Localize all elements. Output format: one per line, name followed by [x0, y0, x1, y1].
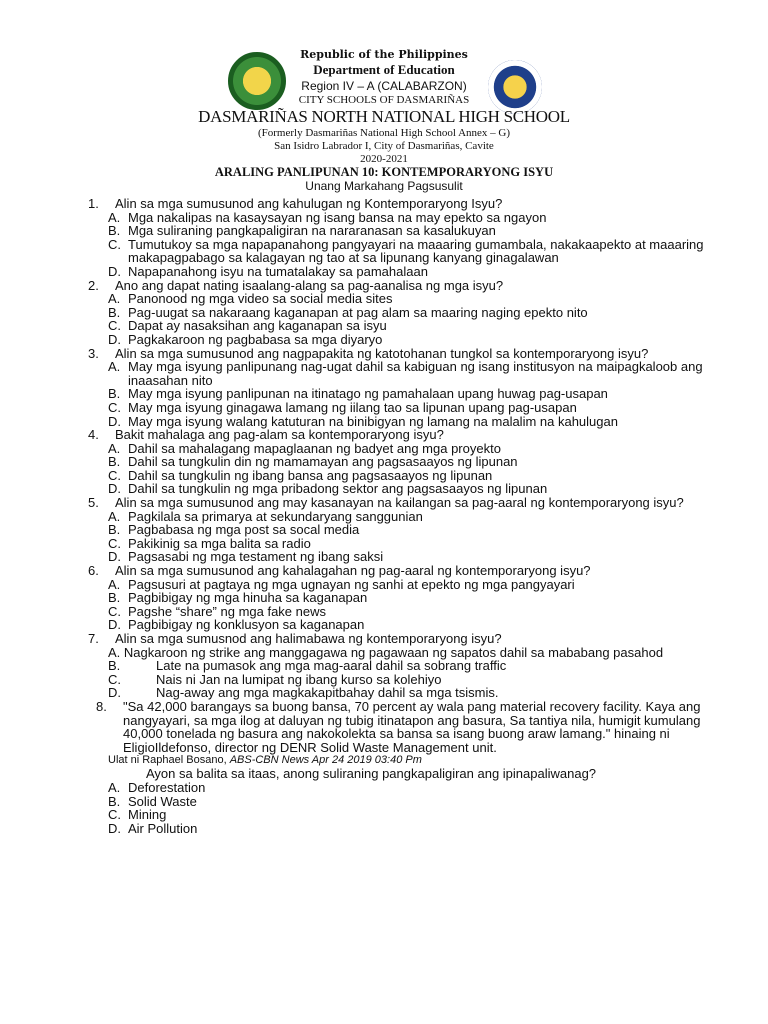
- option-text: Tumutukoy sa mga napapanahong pangyayari na maaaring gumambala, nakakaapekto at maaaring makapagpabago sa kalagayan ng tao at sa lipunang kanyang ginagalawan: [128, 236, 704, 266]
- question-text: Ano ang dapat nating isaalang-alang sa pag-aanalisa ng mga isyu?: [115, 277, 504, 293]
- answer-option: [108, 808, 708, 822]
- credit-reporter: Ulat ni Raphael Bosano,: [108, 754, 230, 767]
- option-text: Nais ni Jan na lumipat ng ibang kurso sa kolehiyo: [156, 671, 442, 687]
- question-text: Bakit mahalaga ang pag-alam sa kontemporaryong isyu?: [115, 427, 444, 443]
- option-text: Pagshe “share” ng mga fake news: [128, 603, 326, 619]
- question-number: 1.: [88, 196, 99, 211]
- option-letter: D.: [108, 617, 121, 633]
- department-line: Department of Education: [313, 62, 455, 77]
- option-text: Deforestation: [128, 779, 206, 795]
- option-letter: D.: [108, 263, 121, 279]
- answer-option: [108, 659, 708, 673]
- question-4: [88, 428, 708, 496]
- question-number: 4.: [88, 427, 99, 443]
- option-letter: B.: [108, 454, 121, 470]
- option-letter: A.: [108, 359, 121, 375]
- option-letter: A.: [108, 508, 121, 524]
- option-text: Pagbibigay ng mga hinuha sa kaganapan: [128, 590, 368, 606]
- answer-option: [108, 211, 708, 225]
- exam-subtitle: Unang Markahang Pagsusulit: [305, 179, 463, 193]
- letterhead: [0, 48, 768, 166]
- option-letter: A.: [108, 779, 121, 795]
- question-5: [88, 496, 708, 564]
- option-letter: C.: [108, 671, 121, 687]
- question-number: 5.: [88, 495, 99, 511]
- question-2: [88, 279, 708, 347]
- address-line: San Isidro Labrador I, City of Dasmariñas, Cavite: [274, 140, 494, 152]
- answer-option: [108, 578, 708, 592]
- answer-option: [108, 482, 708, 496]
- credit-source: ABS-CBN News Apr 24 2019 03:40 Pm: [229, 754, 422, 767]
- option-letter: D.: [108, 413, 121, 429]
- option-text: Mga nakalipas na kasaysayan ng isang bansa na may epekto sa ngayon: [128, 209, 547, 225]
- answer-option: [108, 224, 708, 238]
- option-text: May mga isyung panlipunan na itinatago ng pamahalaan upang huwag pag-usapan: [128, 386, 608, 402]
- answer-option: [108, 360, 708, 387]
- question-text: Alin sa mga sumusunod ang may kasanayan na kailangan sa pag-aaral ng kontemporaryong isyu?: [115, 495, 684, 511]
- question-1: [88, 197, 708, 279]
- school-year: 2020-2021: [360, 153, 408, 165]
- option-letter: B.: [108, 793, 121, 809]
- option-text: Late na pumasok ang mga mag-aaral dahil sa sobrang traffic: [156, 658, 507, 674]
- option-letter: A.: [108, 291, 121, 307]
- question-text: Alin sa mga sumusunod ang kahalagahan ng pag-aaral ng kontemporaryong isyu?: [115, 563, 591, 579]
- option-text: May mga isyung walang katuturan na binibigyan ng lamang na malalim na kahulugan: [128, 413, 618, 429]
- answer-option: [108, 265, 708, 279]
- answer-option: [108, 822, 708, 836]
- option-letter: D.: [108, 685, 121, 701]
- question-3: [88, 347, 708, 429]
- option-letter: C.: [108, 603, 121, 619]
- answer-option: [108, 415, 708, 429]
- question-text: Alin sa mga sumusunod ang kahulugan ng Kontemporaryong Isyu?: [115, 196, 503, 211]
- exam-title-block: [0, 165, 768, 193]
- option-letter: C.: [108, 467, 121, 483]
- option-text: Nag-away ang mga magkakapitbahay dahil sa mga tsismis.: [156, 685, 499, 701]
- question-6: [88, 564, 708, 632]
- option-letter: D.: [108, 820, 121, 836]
- answer-option: [108, 306, 708, 320]
- option-letter: B.: [108, 304, 121, 320]
- option-letter: B.: [108, 590, 121, 606]
- option-text: Dapat ay nasaksihan ang kaganapan sa isyu: [128, 318, 387, 334]
- answer-option: [108, 523, 708, 537]
- option-letter: A.: [108, 209, 121, 225]
- option-letter: C.: [108, 318, 121, 334]
- option-text: Mga suliraning pangkapaligiran na nararanasan sa kasalukuyan: [128, 223, 496, 239]
- question-number: 7.: [88, 631, 99, 646]
- question-8: [96, 700, 708, 754]
- city-schools-line: CITY SCHOOLS OF DASMARIÑAS: [298, 94, 470, 106]
- option-text: May mga isyung panlipunang nag-ugat dahil sa kabiguan ng isang institusyon na maipagkaloob ang inaasahan nito: [128, 359, 703, 388]
- answer-option: [108, 333, 708, 347]
- option-letter: B.: [108, 386, 121, 402]
- answer-option: [108, 537, 708, 551]
- answer-option: [108, 319, 708, 333]
- answer-option: [108, 510, 708, 524]
- answer-option: [108, 455, 708, 469]
- answer-option: [108, 686, 708, 700]
- option-text: Pagbibigay ng konklusyon sa kaganapan: [128, 617, 365, 633]
- exam-title: ARALING PANLIPUNAN 10: KONTEMPORARYONG ISYU: [214, 165, 554, 179]
- option-letter: D.: [108, 331, 121, 347]
- answer-option: [108, 605, 708, 619]
- option-text: Solid Waste: [128, 793, 197, 809]
- answer-option: [108, 292, 708, 306]
- option-text: Air Pollution: [128, 820, 198, 836]
- option-text: Dahil sa tungkulin ng ibang bansa ang pagsasaayos ng lipunan: [128, 467, 493, 483]
- question-7: [88, 632, 708, 700]
- answer-option: A. Nagkaroon ng strike ang manggagawa ng pagawaan ng sapatos dahil sa mababang pasahod: [108, 644, 664, 660]
- option-letter: A.: [108, 576, 121, 592]
- region-line: Region IV – A (CALABARZON): [301, 79, 467, 93]
- option-text: Dahil sa tungkulin ng mga pribadong sektor ang pagsasaayos ng lipunan: [128, 481, 548, 497]
- question-number: 3.: [88, 345, 99, 361]
- answer-option: [108, 795, 708, 809]
- option-letter: D.: [108, 549, 121, 565]
- answer-option: [108, 781, 708, 795]
- answer-option: [108, 618, 708, 632]
- option-letter: B.: [108, 522, 121, 538]
- republic-line: Republic of the Philippines: [300, 48, 468, 61]
- option-letter: B.: [108, 658, 121, 674]
- option-text: Pagsusuri at pagtaya ng mga ugnayan ng sanhi at epekto ng mga pangyayari: [128, 576, 575, 592]
- option-text: Napapanahong isyu na tumatalakay sa pamahalaan: [128, 263, 428, 279]
- option-text: Mining: [128, 807, 167, 823]
- question-number: 8.: [96, 698, 107, 714]
- option-letter: C.: [108, 236, 121, 252]
- question-number: 2.: [88, 277, 99, 293]
- option-text: Dahil sa tungkulin din ng mamamayan ang pagsasaayos ng lipunan: [128, 454, 518, 470]
- answer-option: [108, 550, 708, 564]
- option-text: May mga isyung ginagawa lamang ng iilang tao sa lipunan upang pag-usapan: [128, 399, 577, 415]
- option-letter: C.: [108, 535, 121, 551]
- question-text: Alin sa mga sumusunod ang nagpapakita ng katotohanan tungkol sa kontemporaryong isyu?: [115, 345, 649, 361]
- option-letter: B.: [108, 223, 121, 239]
- option-letter: C.: [108, 399, 121, 415]
- option-text: Pag-uugat sa nakaraang kaganapan at pag alam sa maaring naging epekto nito: [128, 304, 588, 320]
- option-text: Pagkakaroon ng pagbabasa sa mga diyaryo: [128, 331, 383, 347]
- question-followup: Ayon sa balita sa itaas, anong suliraning pangkapaligiran ang ipinapaliwanag?: [146, 766, 597, 782]
- option-text: Pakikinig sa mga balita sa radio: [128, 535, 311, 551]
- option-text: Dahil sa mahalagang mapaglaanan ng badyet ang mga proyekto: [128, 440, 501, 456]
- answer-option: [108, 442, 708, 456]
- answer-option: [108, 238, 708, 265]
- answer-option: [108, 591, 708, 605]
- answer-option: [108, 673, 708, 687]
- question-list: [88, 197, 708, 835]
- answer-option: [108, 387, 708, 401]
- school-name: DASMARIÑAS NORTH NATIONAL HIGH SCHOOL: [198, 107, 570, 126]
- question-text: "Sa 42,000 barangays sa buong bansa, 70 percent ay wala pang material recovery facility. Kaya ang nangyayari, sa mga ilog at daluyan ng tubig itinatapon ang basura, Sa tantiya nila, humigit kumulang 40,000 tonelada ng basura ang nakokolekta sa bansa sa isang buong araw lamang." hinaing ni EligioIldefonso, director ng DENR Solid Waste Management unit.: [123, 698, 701, 755]
- option-text: Pagsasabi ng mga testament ng ibang saksi: [128, 549, 384, 565]
- formerly-line: (Formerly Dasmariñas National High School Annex – G): [257, 127, 511, 139]
- option-text: Pagkilala sa primarya at sekundaryang sanggunian: [128, 508, 423, 524]
- question-number: 6.: [88, 563, 99, 579]
- question-text: Alin sa mga sumusnod ang halimabawa ng kontemporaryong isyu?: [115, 631, 502, 646]
- answer-option: [108, 401, 708, 415]
- option-letter: C.: [108, 807, 121, 823]
- option-text: Pagbabasa ng mga post sa socal media: [128, 522, 360, 538]
- option-letter: D.: [108, 481, 121, 497]
- answer-option: [108, 469, 708, 483]
- option-text: Panonood ng mga video sa social media sites: [128, 291, 393, 307]
- option-letter: A.: [108, 440, 121, 456]
